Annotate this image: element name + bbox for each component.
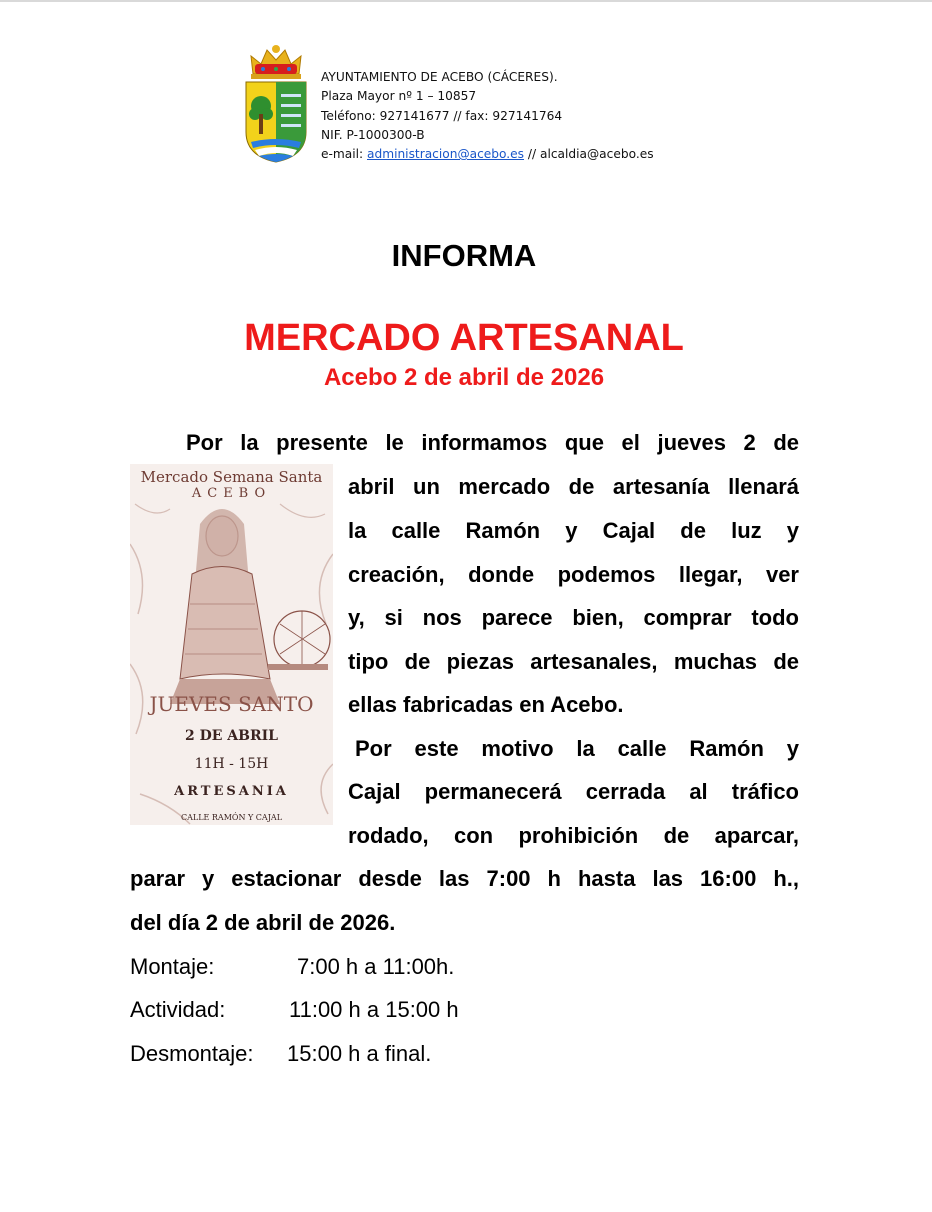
document-title: MERCADO ARTESANAL [244,317,684,359]
schedule-label: Actividad: [130,997,226,1022]
body-line: Por este motivo la calle Ramón y [355,736,799,761]
poster-artesania: ARTESANIA [174,784,289,799]
schedule-value: 7:00 h a 11:00h. [297,954,455,979]
page-top-border [0,0,932,2]
letterhead [321,68,654,164]
schedule-label: Desmontaje: [130,1041,254,1066]
body-line: la calle Ramón y Cajal de luz y [348,518,799,543]
poster-jueves-santo: JUEVES SANTO [149,692,314,716]
poster-date: 2 DE ABRIL [184,728,279,744]
schedule-row-montaje [130,954,455,980]
heading-informa: INFORMA [391,238,537,273]
poster-title: Mercado Semana Santa [140,468,323,486]
schedule-row-actividad [130,997,459,1023]
org-email-line [321,145,654,164]
poster-town: ACEBO [191,486,272,501]
email-label: e-mail: [321,147,367,162]
body-line: abril un mercado de artesanía llenará [348,474,799,499]
email-alcaldia: alcaldia@acebo.es [539,147,654,162]
org-address: Plaza Mayor nº 1 – 10857 [321,89,477,104]
body-line: rodado, con prohibición de aparcar, [348,823,799,848]
schedule-value: 11:00 h a 15:00 h [289,997,459,1022]
market-poster-image [130,464,333,825]
org-nif: NIF. P-1000300-B [321,127,425,142]
email-link-administracion[interactable]: administracion@acebo.es [367,147,525,162]
email-separator: // [524,147,540,162]
body-line: tipo de piezas artesanales, muchas de [348,649,799,674]
body-line: ellas fabricadas en Acebo. [348,692,624,717]
body-line: y, si nos parece bien, comprar todo [348,605,799,630]
schedule-value: 15:00 h a final. [287,1041,432,1066]
coat-of-arms-logo [243,44,309,164]
org-phone: Teléfono: 927141677 // fax: 927141764 [321,108,563,123]
document-subtitle: Acebo 2 de abril de 2026 [323,364,605,391]
body-line: parar y estacionar desde las 7:00 h hasta las 16:00 h., [130,866,799,891]
org-name: AYUNTAMIENTO DE ACEBO (CÁCERES). [321,70,558,84]
body-line: del día 2 de abril de 2026. [130,910,396,935]
body-line: Cajal permanecerá cerrada al tráfico [348,779,799,804]
body-line: creación, donde podemos llegar, ver [348,562,799,587]
schedule-row-desmontaje [130,1041,432,1067]
poster-street: CALLE RAMÓN Y CAJAL [180,813,283,822]
poster-hours: 11H - 15H [194,756,269,772]
body-line: Por la presente le informamos que el jueves 2 de [186,430,799,455]
schedule-label: Montaje: [130,954,215,979]
